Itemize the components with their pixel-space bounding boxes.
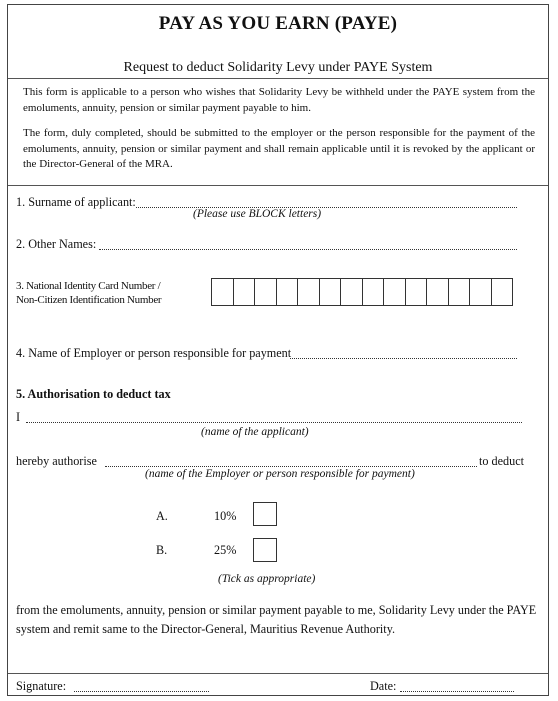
divider: [8, 673, 548, 674]
nic-box[interactable]: [384, 279, 406, 305]
intro-paragraph-2: The form, duly completed, should be submitted to the employer or the person responsible for the payment of the emoluments, annuity, pension or similar payment and shall remain applicable until it is revoked by the applicant or the Director-General of the MRA.: [23, 127, 535, 170]
nic-box[interactable]: [255, 279, 277, 305]
option-b-checkbox[interactable]: [253, 538, 277, 562]
signature-field[interactable]: [74, 691, 209, 692]
nic-box[interactable]: [492, 279, 513, 305]
closing-text: from the emoluments, annuity, pension or similar payment payable to me, Solidarity Levy under the PAYE system and remit same to the Director-General, Mauritius Revenue Authority.: [16, 603, 537, 636]
nic-box[interactable]: [470, 279, 492, 305]
surname-hint: (Please use BLOCK letters): [193, 208, 322, 220]
nic-box[interactable]: [427, 279, 449, 305]
divider: [8, 185, 548, 186]
nic-box[interactable]: [449, 279, 471, 305]
option-a-letter: A.: [156, 509, 168, 523]
to-deduct-label: to deduct: [479, 454, 525, 468]
applicant-name-field[interactable]: [26, 422, 522, 423]
option-b-letter: B.: [156, 543, 168, 557]
form-frame: [7, 4, 549, 696]
option-b-rate: 25%: [214, 543, 237, 557]
other-names-label: 2. Other Names:: [16, 237, 97, 251]
employer-field[interactable]: [290, 358, 517, 359]
nic-label-line2: Non-Citizen Identification Number: [16, 294, 162, 306]
employer-hint: (name of the Employer or person responsible for payment): [145, 468, 415, 480]
other-names-field[interactable]: [99, 249, 517, 250]
i-label: I: [16, 410, 21, 424]
nic-box[interactable]: [341, 279, 363, 305]
applicant-hint: (name of the applicant): [201, 426, 309, 438]
surname-label: 1. Surname of applicant:: [16, 195, 136, 209]
nic-box[interactable]: [406, 279, 428, 305]
form-subtitle: Request to deduct Solidarity Levy under PAYE System: [123, 60, 433, 75]
hereby-authorise-label: hereby authorise: [16, 454, 97, 468]
option-a-rate: 10%: [214, 509, 237, 523]
signature-label: Signature:: [16, 679, 67, 693]
nic-box[interactable]: [298, 279, 320, 305]
nic-box[interactable]: [277, 279, 299, 305]
nic-box[interactable]: [363, 279, 385, 305]
nic-box[interactable]: [234, 279, 256, 305]
tick-hint: (Tick as appropriate): [218, 573, 316, 585]
employer-name-field[interactable]: [105, 466, 477, 467]
nic-box[interactable]: [212, 279, 234, 305]
nic-character-boxes[interactable]: [211, 278, 513, 306]
date-field[interactable]: [400, 691, 514, 692]
form-title: PAY AS YOU EARN (PAYE): [158, 13, 398, 34]
option-a-checkbox[interactable]: [253, 502, 277, 526]
date-label: Date:: [370, 679, 397, 693]
divider: [8, 78, 548, 79]
employer-label: 4. Name of Employer or person responsible for payment: [16, 346, 292, 360]
nic-label-line1: 3. National Identity Card Number /: [16, 280, 161, 292]
authorisation-heading: 5. Authorisation to deduct tax: [16, 387, 171, 401]
intro-paragraph-1: This form is applicable to a person who wishes that Solidarity Levy be withheld under the PAYE system from the emoluments, annuity, pension or similar payment payable to him.: [23, 86, 535, 114]
nic-box[interactable]: [320, 279, 342, 305]
